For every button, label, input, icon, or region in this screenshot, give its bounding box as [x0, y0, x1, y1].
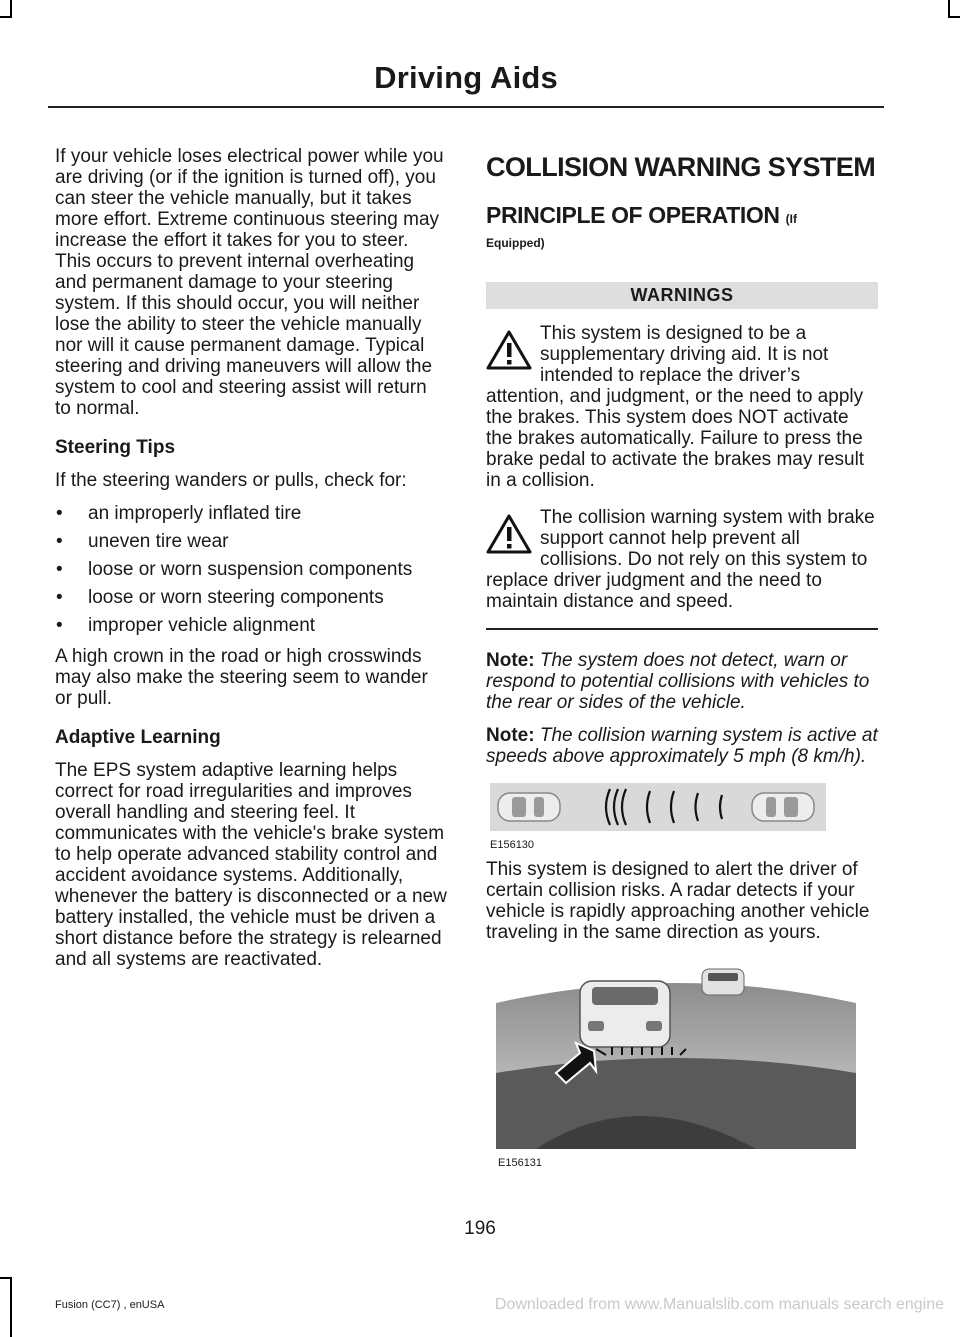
- watermark: Downloaded from www.Manualslib.com manuals search engine: [494, 1296, 944, 1313]
- left-column: [55, 146, 447, 982]
- warnings-heading: WARNINGS: [486, 282, 878, 309]
- steering-tips-heading: Steering Tips: [55, 437, 176, 458]
- list-item: • loose or worn suspension components: [56, 559, 413, 580]
- document-id: Fusion (CC7) , enUSA: [55, 1299, 165, 1311]
- paragraph-radar: This system is designed to alert the driver of certain collision risks. A radar detects if your vehicle is rapidly approaching another vehicle traveling in the same direction as yours.: [486, 859, 870, 943]
- figure-code: E156130: [490, 839, 535, 851]
- bullet: •: [56, 559, 63, 580]
- figure-code: E156131: [498, 1157, 543, 1169]
- subsection-title: PRINCIPLE OF OPERATION (If Equipped): [486, 202, 878, 250]
- page-number: 196: [464, 1218, 496, 1239]
- far-car: [702, 969, 744, 995]
- warnings-divider: [486, 628, 878, 630]
- right-column: [486, 146, 878, 1173]
- warning-triangle-icon: [486, 329, 532, 371]
- car-radar-icon: [490, 783, 826, 831]
- section-title: COLLISION WARNING SYSTEM: [486, 152, 876, 182]
- paragraph-crosswinds: A high crown in the road or high crosswinds may also make the steering seem to wander or pull.: [55, 646, 428, 709]
- list-item: • improper vehicle alignment: [56, 615, 316, 636]
- lead-car: [580, 981, 670, 1047]
- bullet: •: [56, 587, 63, 608]
- steering-checklist: [55, 503, 447, 636]
- bullet: •: [56, 531, 63, 552]
- note-speed: Note: The collision warning system is active at speeds above approximately 5 mph (8 km/h).: [486, 725, 878, 767]
- radar-illustration: [490, 783, 826, 831]
- figure-radar-top-view: [490, 783, 830, 851]
- crop-mark: [948, 16, 960, 18]
- header-divider: [48, 106, 884, 108]
- adaptive-learning-heading: Adaptive Learning: [55, 727, 221, 748]
- cockpit-illustration: [496, 963, 856, 1173]
- crop-mark: [0, 1277, 12, 1279]
- warning-item: The collision warning system with brake support cannot help prevent all collisions. Do not rely on this system to replace driver judgment and the need to maintain distance and speed.: [486, 507, 875, 612]
- figure-cockpit-view: [496, 963, 856, 1173]
- bullet: •: [56, 615, 63, 636]
- note-rear-sides: Note: The system does not detect, warn or respond to potential collisions with vehicles to the rear or sides of the vehicle.: [486, 650, 870, 713]
- warning-triangle-icon: [486, 513, 532, 555]
- steering-tips-intro: If the steering wanders or pulls, check for:: [55, 470, 407, 491]
- crop-mark: [10, 1277, 12, 1337]
- warning-item: This system is designed to be a supplementary driving aid. It is not intended to replace the driver’s attention, and judgment, or the need to apply the brakes. This system does NOT activate the brakes automatically. Failure to press the brake pedal to activate the brakes may result in a collision.: [486, 323, 865, 491]
- list-item: • an improperly inflated tire: [56, 503, 302, 524]
- paragraph-power-loss: If your vehicle loses electrical power while you are driving (or if the ignition is turned off), you can steer the vehicle manually, but it takes more effort. Extreme continuous steering may increase the effort it takes for you to steer. This occurs to prevent internal overheating and permanent damage to your steering system. If this should occur, you will neither lose the ability to steer the vehicle manually nor will it cause permanent damage. Typical steering and driving maneuvers will allow the system to cool and steering assist will return to normal.: [55, 146, 444, 419]
- crop-mark: [0, 16, 12, 18]
- page-title: Driving Aids: [374, 60, 558, 95]
- list-item: • uneven tire wear: [56, 531, 229, 552]
- list-item: • loose or worn steering components: [56, 587, 384, 608]
- equipped-note: (If: [785, 212, 797, 226]
- bullet: •: [56, 503, 63, 524]
- paragraph-adaptive-learning: The EPS system adaptive learning helps correct for road irregularities and improves overall handling and steering feel. It communicates with the vehicle's brake system to help operate advanced stability control and accident avoidance systems. Additionally, whenever the battery is disconnected or a new battery installed, the vehicle must be driven a short distance before the strategy is relearned and all systems are reactivated.: [55, 760, 447, 970]
- equipped-note-cont: Equipped): [486, 236, 545, 250]
